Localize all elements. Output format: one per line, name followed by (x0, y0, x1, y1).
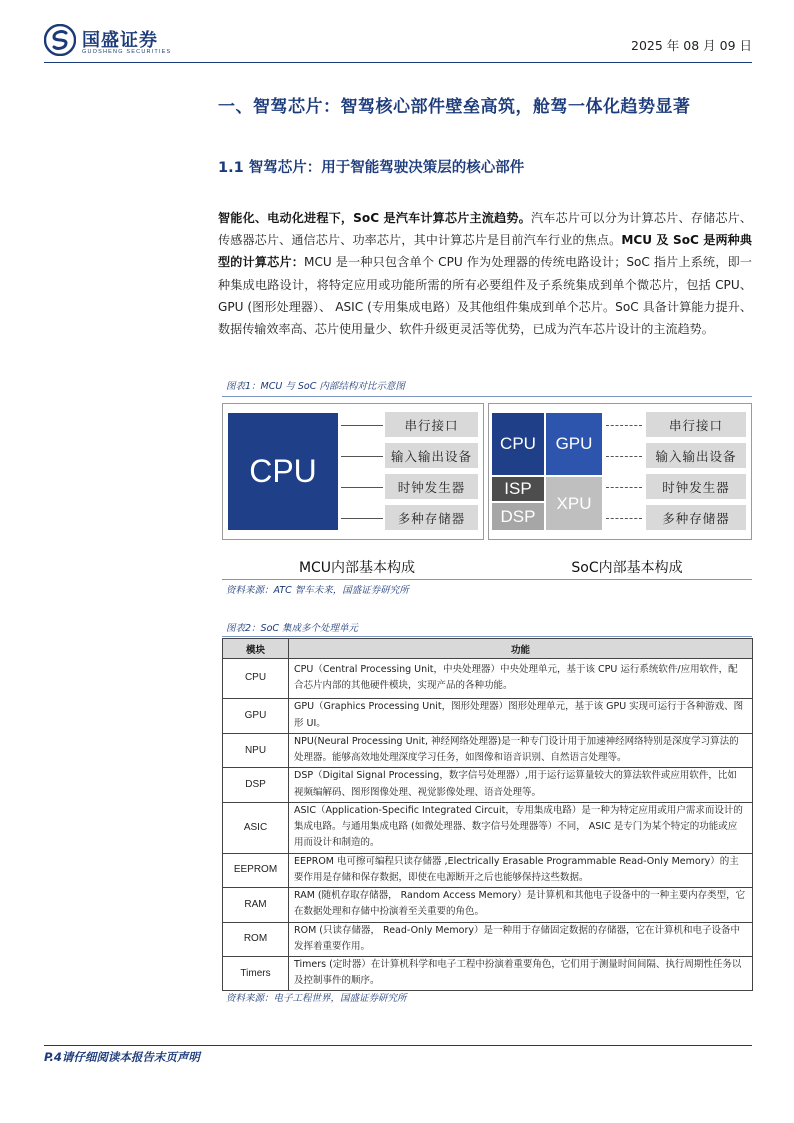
table-cell-module: ROM (223, 922, 289, 956)
table-row (223, 957, 753, 991)
figure1-bottom-rule (222, 579, 752, 580)
mcu-label-memory: 多种存储器 (385, 505, 478, 530)
mcu-connector (341, 518, 383, 519)
table-row (223, 659, 753, 699)
table-row (223, 853, 753, 887)
mcu-label-serial: 串行接口 (385, 412, 478, 437)
table-cell-function: DSP（Digital Signal Processing，数字信号处理器）,用于运行运算量较大的算法软件或应用软件，比如视频编解码、图形图像处理、视觉影像处理、语音处理等。 (289, 768, 753, 802)
mcu-label-io: 输入输出设备 (385, 443, 478, 468)
body-paragraph (218, 207, 752, 340)
table-cell-function: ASIC（Application-Specific Integrated Circuit，专用集成电路）是一种为特定应用或用户需求而设计的集成电路。与通用集成电路 (如微处理器、数字信号处理器等）不同， ASIC 是专门为某个特定的功能或应用而设计和制造的。 (289, 802, 753, 853)
figure1-caption: 图表1：MCU 与 SoC 内部结构对比示意图 (226, 381, 405, 392)
table-cell-module: DSP (223, 768, 289, 802)
mcu-connector (341, 487, 383, 488)
table-header-function: 功能 (289, 639, 753, 659)
mcu-connector (341, 425, 383, 426)
figure2-source: 资料来源：电子工程世界，国盛证券研究所 (226, 993, 407, 1004)
brand-name-en: GUOSHENG SECURITIES (82, 49, 172, 55)
brand-logo-icon (44, 24, 76, 56)
table-row (223, 734, 753, 768)
mcu-diagram-caption: MCU内部基本构成 (298, 560, 416, 576)
table-row (223, 922, 753, 956)
footer-divider (44, 1045, 752, 1046)
header-divider (44, 62, 752, 63)
table-cell-module: CPU (223, 659, 289, 699)
table-cell-module: NPU (223, 734, 289, 768)
table-cell-module: GPU (223, 699, 289, 734)
soc-dsp-block: DSP (492, 503, 544, 530)
brand-name: 国盛证券 (82, 30, 158, 51)
table-row (223, 888, 753, 922)
table-cell-function: NPU(Neural Processing Unit, 神经网络处理器)是一种专门设计用于加速神经网络特别是深度学习算法的处理器。能够高效地处理深度学习任务，如图像和语音识别、自然语言处理等。 (289, 734, 753, 768)
table-header-row (223, 639, 753, 659)
table-cell-function: CPU（Central Processing Unit，中央处理器）中央处理单元，基于该 CPU 运行系统软件/应用软件，配合芯片内部的其他硬件模块，实现产品的各种功能。 (289, 659, 753, 699)
soc-xpu-block: XPU (546, 477, 602, 530)
soc-label-clock: 时钟发生器 (646, 474, 746, 499)
paragraph-text-1: 汽车芯片可以分为计算芯片、存储芯片、传感器芯片、通信芯片、功率芯片，其中计算芯片是目前汽车行业的焦点。 (218, 211, 752, 248)
table-cell-function: RAM (随机存取存储器， Random Access Memory）是计算机和其他电子设备中的一种主要内存类型，它在数据处理和存储中扮演着至关重要的角色。 (289, 888, 753, 922)
paragraph-bold-2: MCU 及 SoC 是两种典型的计算芯片： (218, 233, 752, 270)
soc-label-serial: 串行接口 (646, 412, 746, 437)
table-cell-function: ROM (只读存储器， Read-Only Memory）是一种用于存储固定数据的存储器，它在计算机和电子设备中发挥着重要作用。 (289, 922, 753, 956)
report-date: 2025 年 08 月 09 日 (631, 38, 752, 53)
page-footer: P.4请仔细阅读本报告末页声明 (44, 1050, 200, 1064)
processing-units-table (222, 638, 753, 991)
paragraph-text-2: MCU 是一种只包含单个 CPU 作为处理器的传统电路设计；SoC 指片上系统，即一种集成电路设计，将特定应用或功能所需的所有必要组件及子系统集成到单个微芯片，包括 CPU、GPU (图形处理器）、 ASIC (专用集成电路）及其他组件集成到单个芯片。SoC 具备计算能力提升、数据传输效率高、芯片使用量少、软件升级更灵活等优势，已成为汽车芯片设计的主流趋势。 (218, 255, 752, 337)
table-cell-module: Timers (223, 957, 289, 991)
figure1-rule (222, 396, 752, 397)
mcu-label-clock: 时钟发生器 (385, 474, 478, 499)
soc-diagram-caption: SoC内部基本构成 (571, 560, 683, 576)
table-row (223, 699, 753, 734)
soc-cpu-block: CPU (492, 413, 544, 475)
figure1-source: 资料来源：ATC 智车未来，国盛证券研究所 (226, 585, 409, 596)
page-header (44, 24, 752, 60)
table-cell-module: ASIC (223, 802, 289, 853)
soc-label-memory: 多种存储器 (646, 505, 746, 530)
soc-label-io: 输入输出设备 (646, 443, 746, 468)
paragraph-lead-bold: 智能化、电动化进程下，SoC 是汽车计算芯片主流趋势。 (218, 211, 531, 225)
soc-isp-block: ISP (492, 477, 544, 501)
table-row (223, 768, 753, 802)
soc-connector (606, 487, 642, 488)
table-cell-function: GPU（Graphics Processing Unit，图形处理器）图形处理单元，基于该 GPU 实现可运行于各种游戏、图形 UI。 (289, 699, 753, 734)
table-cell-function: Timers (定时器）在计算机科学和电子工程中扮演着重要角色，它们用于测量时间间隔、执行周期性任务以及控制事件的顺序。 (289, 957, 753, 991)
subsection-title: 1.1 智驾芯片：用于智能驾驶决策层的核心部件 (218, 160, 525, 176)
table-header-module: 模块 (223, 639, 289, 659)
table-cell-module: RAM (223, 888, 289, 922)
figure2-rule (222, 636, 752, 637)
table-cell-module: EEPROM (223, 853, 289, 887)
mcu-connector (341, 456, 383, 457)
soc-connector (606, 456, 642, 457)
mcu-cpu-block: CPU (228, 413, 338, 530)
soc-connector (606, 518, 642, 519)
table-row (223, 802, 753, 853)
figure2-caption: 图表2：SoC 集成多个处理单元 (226, 623, 359, 634)
table-cell-function: EEPROM 电可擦可编程只读存储器 ,Electrically Erasable Programmable Read-Only Memory）的主要作用是存储和保存数据，即使在电源断开之后也能够保持这些数据。 (289, 853, 753, 887)
soc-connector (606, 425, 642, 426)
soc-gpu-block: GPU (546, 413, 602, 475)
section-title: 一、智驾芯片：智驾核心部件壁垒高筑，舱驾一体化趋势显著 (218, 97, 691, 117)
